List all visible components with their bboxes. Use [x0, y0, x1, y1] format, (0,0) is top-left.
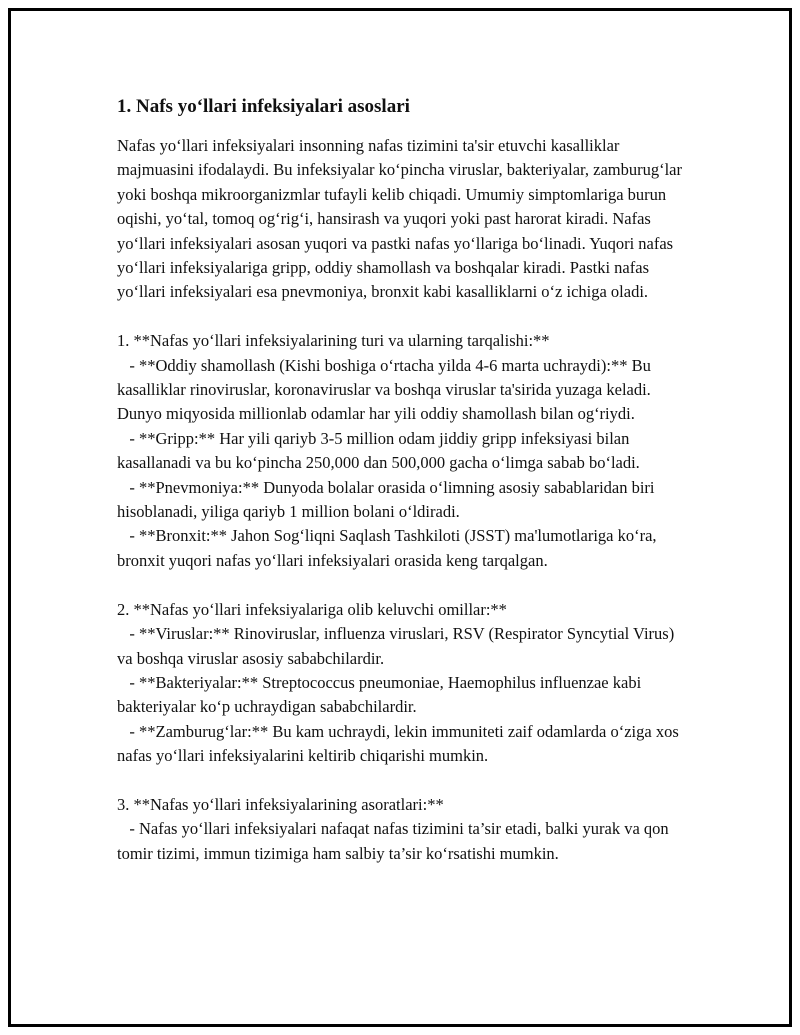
section-title: 3. **Nafas yo‘llari infeksiyalarining asoratlari:** — [117, 794, 444, 814]
list-item: - **Bakteriyalar:** Streptococcus pneumoniae, Haemophilus influenzae kabi bakteriyalar ko‘p uchraydigan sababchilardir. — [117, 672, 646, 717]
spacer — [117, 769, 692, 793]
list-item: - **Gripp:** Har yili qariyb 3-5 million odam jiddiy gripp infeksiyasi bilan kasallanadi va bu ko‘pincha 250,000 dan 500,000 gacha o‘limga sabab bo‘ladi. — [117, 428, 640, 473]
section-title: 1. **Nafas yo‘llari infeksiyalarining turi va ularning tarqalishi:** — [117, 331, 550, 351]
list-item: - **Oddiy shamollash (Kishi boshiga o‘rtacha yilda 4-6 marta uchraydi):** Bu kasalliklar rinoviruslar, koronaviruslar va boshqa viruslar ta'sirida yuzaga keladi. Dunyo miqyosida millionlab odamlar har yili oddiy shamollash bilan og‘riydi. — [117, 355, 655, 424]
list-item: - **Bronxit:** Jahon Sog‘liqni Saqlash Tashkiloti (JSST) ma'lumotlariga ko‘ra, bronxit yuqori nafas yo‘llari infeksiyalari orasida keng tarqalgan. — [117, 526, 661, 570]
section-title: 2. **Nafas yo‘llari infeksiyalariga olib keluvchi omillar:** — [117, 599, 507, 619]
intro-paragraph: Nafas yo‘llari infeksiyalari insonning nafas tizimini ta'sir etuvchi kasalliklar majmuasini ifodalaydi. Bu infeksiyalar ko‘pincha viruslar, bakteriyalar, zamburug‘lar yoki boshqa mikroorganizmlar tufayli kelib chiqadi. Umumiy simptomlariga burun oqishi, yo‘tal, tomoq og‘rig‘i, hansirash va yuqori yoki past harorat kiradi. Nafas yo‘llari infeksiyalari asosan yuqori va pastki nafas yo‘llariga bo‘linadi. Yuqori nafas yo‘llari infeksiyalariga gripp, oddiy shamollash va boshqalar kiradi. Pastki nafas yo‘llari infeksiyalari esa pnevmoniya, bronxit kabi kasalliklarni o‘z ichiga oladi. — [117, 136, 687, 302]
section-types — [117, 329, 692, 573]
section-complications — [117, 793, 692, 866]
document-body — [117, 96, 692, 866]
list-item: - Nafas yo‘llari infeksiyalari nafaqat nafas tizimini ta’sir etadi, balki yurak va qon tomir tizimi, immun tizimiga ham salbiy ta’sir ko‘rsatishi mumkin. — [117, 819, 673, 863]
spacer — [117, 305, 692, 329]
list-item: - **Pnevmoniya:** Dunyoda bolalar orasida o‘limning asosiy sabablaridan biri hisoblanadi, yiliga qariyb 1 million bolani o‘ldiradi. — [117, 477, 659, 522]
section-causes — [117, 598, 692, 769]
document-heading: 1. Nafs yo‘llari infeksiyalari asoslari — [117, 96, 410, 117]
list-item: - **Viruslar:** Rinoviruslar, influenza viruslari, RSV (Respirator Syncytial Virus) va boshqa viruslar asosiy sababchilardir. — [117, 624, 679, 668]
spacer — [117, 573, 692, 597]
list-item: - **Zamburug‘lar:** Bu kam uchraydi, lekin immuniteti zaif odamlarda o‘ziga xos nafas yo‘llari infeksiyalarini keltirib chiqarishi mumkin. — [117, 721, 683, 766]
